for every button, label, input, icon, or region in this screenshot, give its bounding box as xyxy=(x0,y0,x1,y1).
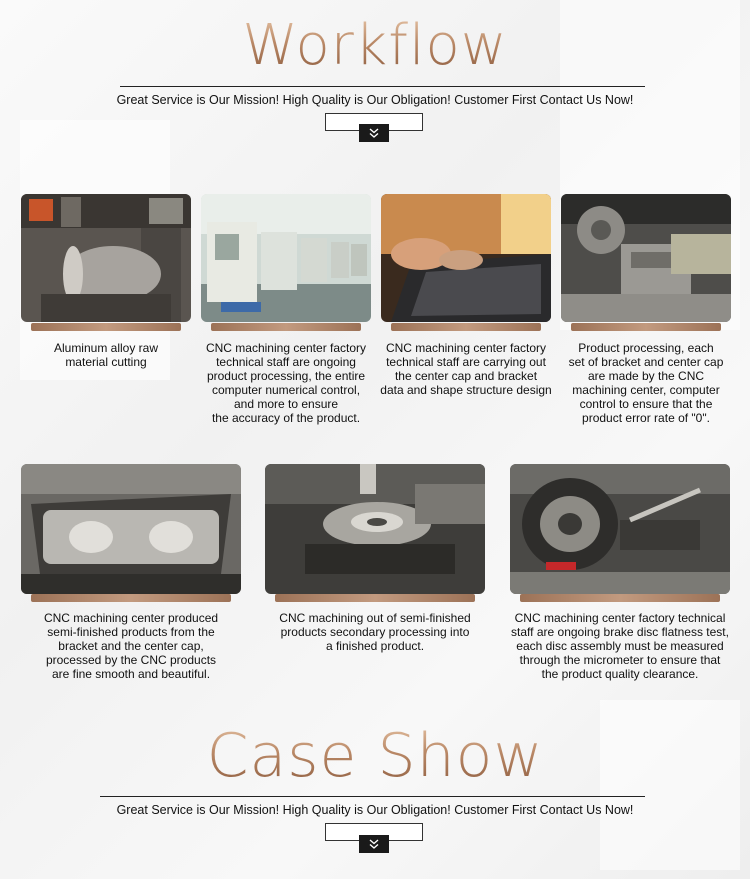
workflow-title: Workflow xyxy=(0,14,750,78)
photo-cnc-factory xyxy=(201,194,371,322)
step-caption: Product processing, each set of bracket and center cap are made by the CNC machining center, computer control to ensure that the product error rate of "0". xyxy=(568,341,724,425)
photo-aluminum-cutting xyxy=(21,194,191,322)
caption-bar xyxy=(31,594,231,602)
caption-bar xyxy=(31,323,181,331)
case-show-scroll-down-button[interactable] xyxy=(359,835,389,853)
title-divider xyxy=(120,86,645,87)
step-caption: CNC machining center factory technical staff are ongoing product processing, the entire computer numerical control, and more to ensure the accuracy of the product. xyxy=(205,341,367,425)
workflow-scroll-down-button[interactable] xyxy=(359,124,389,142)
double-chevron-down-icon xyxy=(367,837,381,851)
caption-bar xyxy=(275,594,475,602)
step-caption: Aluminum alloy raw material cutting xyxy=(53,341,159,369)
photo-product-processing xyxy=(561,194,731,322)
case-show-tagline: Great Service is Our Mission! High Quality is Our Obligation! Customer First Contact Us Now! xyxy=(116,803,634,817)
double-chevron-down-icon xyxy=(367,126,381,140)
step-caption: CNC machining center factory technical staff are ongoing brake disc flatness test, each disc assembly must be measured through the micrometer to ensure that the product quality clearance. xyxy=(511,611,729,681)
caption-bar xyxy=(391,323,541,331)
photo-secondary-processing xyxy=(265,464,485,594)
caption-bar xyxy=(571,323,721,331)
photo-laptop-design xyxy=(381,194,551,322)
workflow-tagline: Great Service is Our Mission! High Quality is Our Obligation! Customer First Contact Us Now! xyxy=(116,93,634,107)
case-show-title: Case Show xyxy=(0,720,750,792)
title-divider xyxy=(100,796,645,797)
photo-semi-finished xyxy=(21,464,241,594)
step-caption: CNC machining center factory technical staff are carrying out the center cap and bracket data and shape structure design xyxy=(380,341,552,397)
photo-flatness-test xyxy=(510,464,730,594)
caption-bar xyxy=(211,323,361,331)
step-caption: CNC machining center produced semi-finished products from the bracket and the center cap, processed by the CNC products are fine smooth and beautiful. xyxy=(43,611,219,681)
step-caption: CNC machining out of semi-finished products secondary processing into a finished product. xyxy=(279,611,471,653)
caption-bar xyxy=(520,594,720,602)
